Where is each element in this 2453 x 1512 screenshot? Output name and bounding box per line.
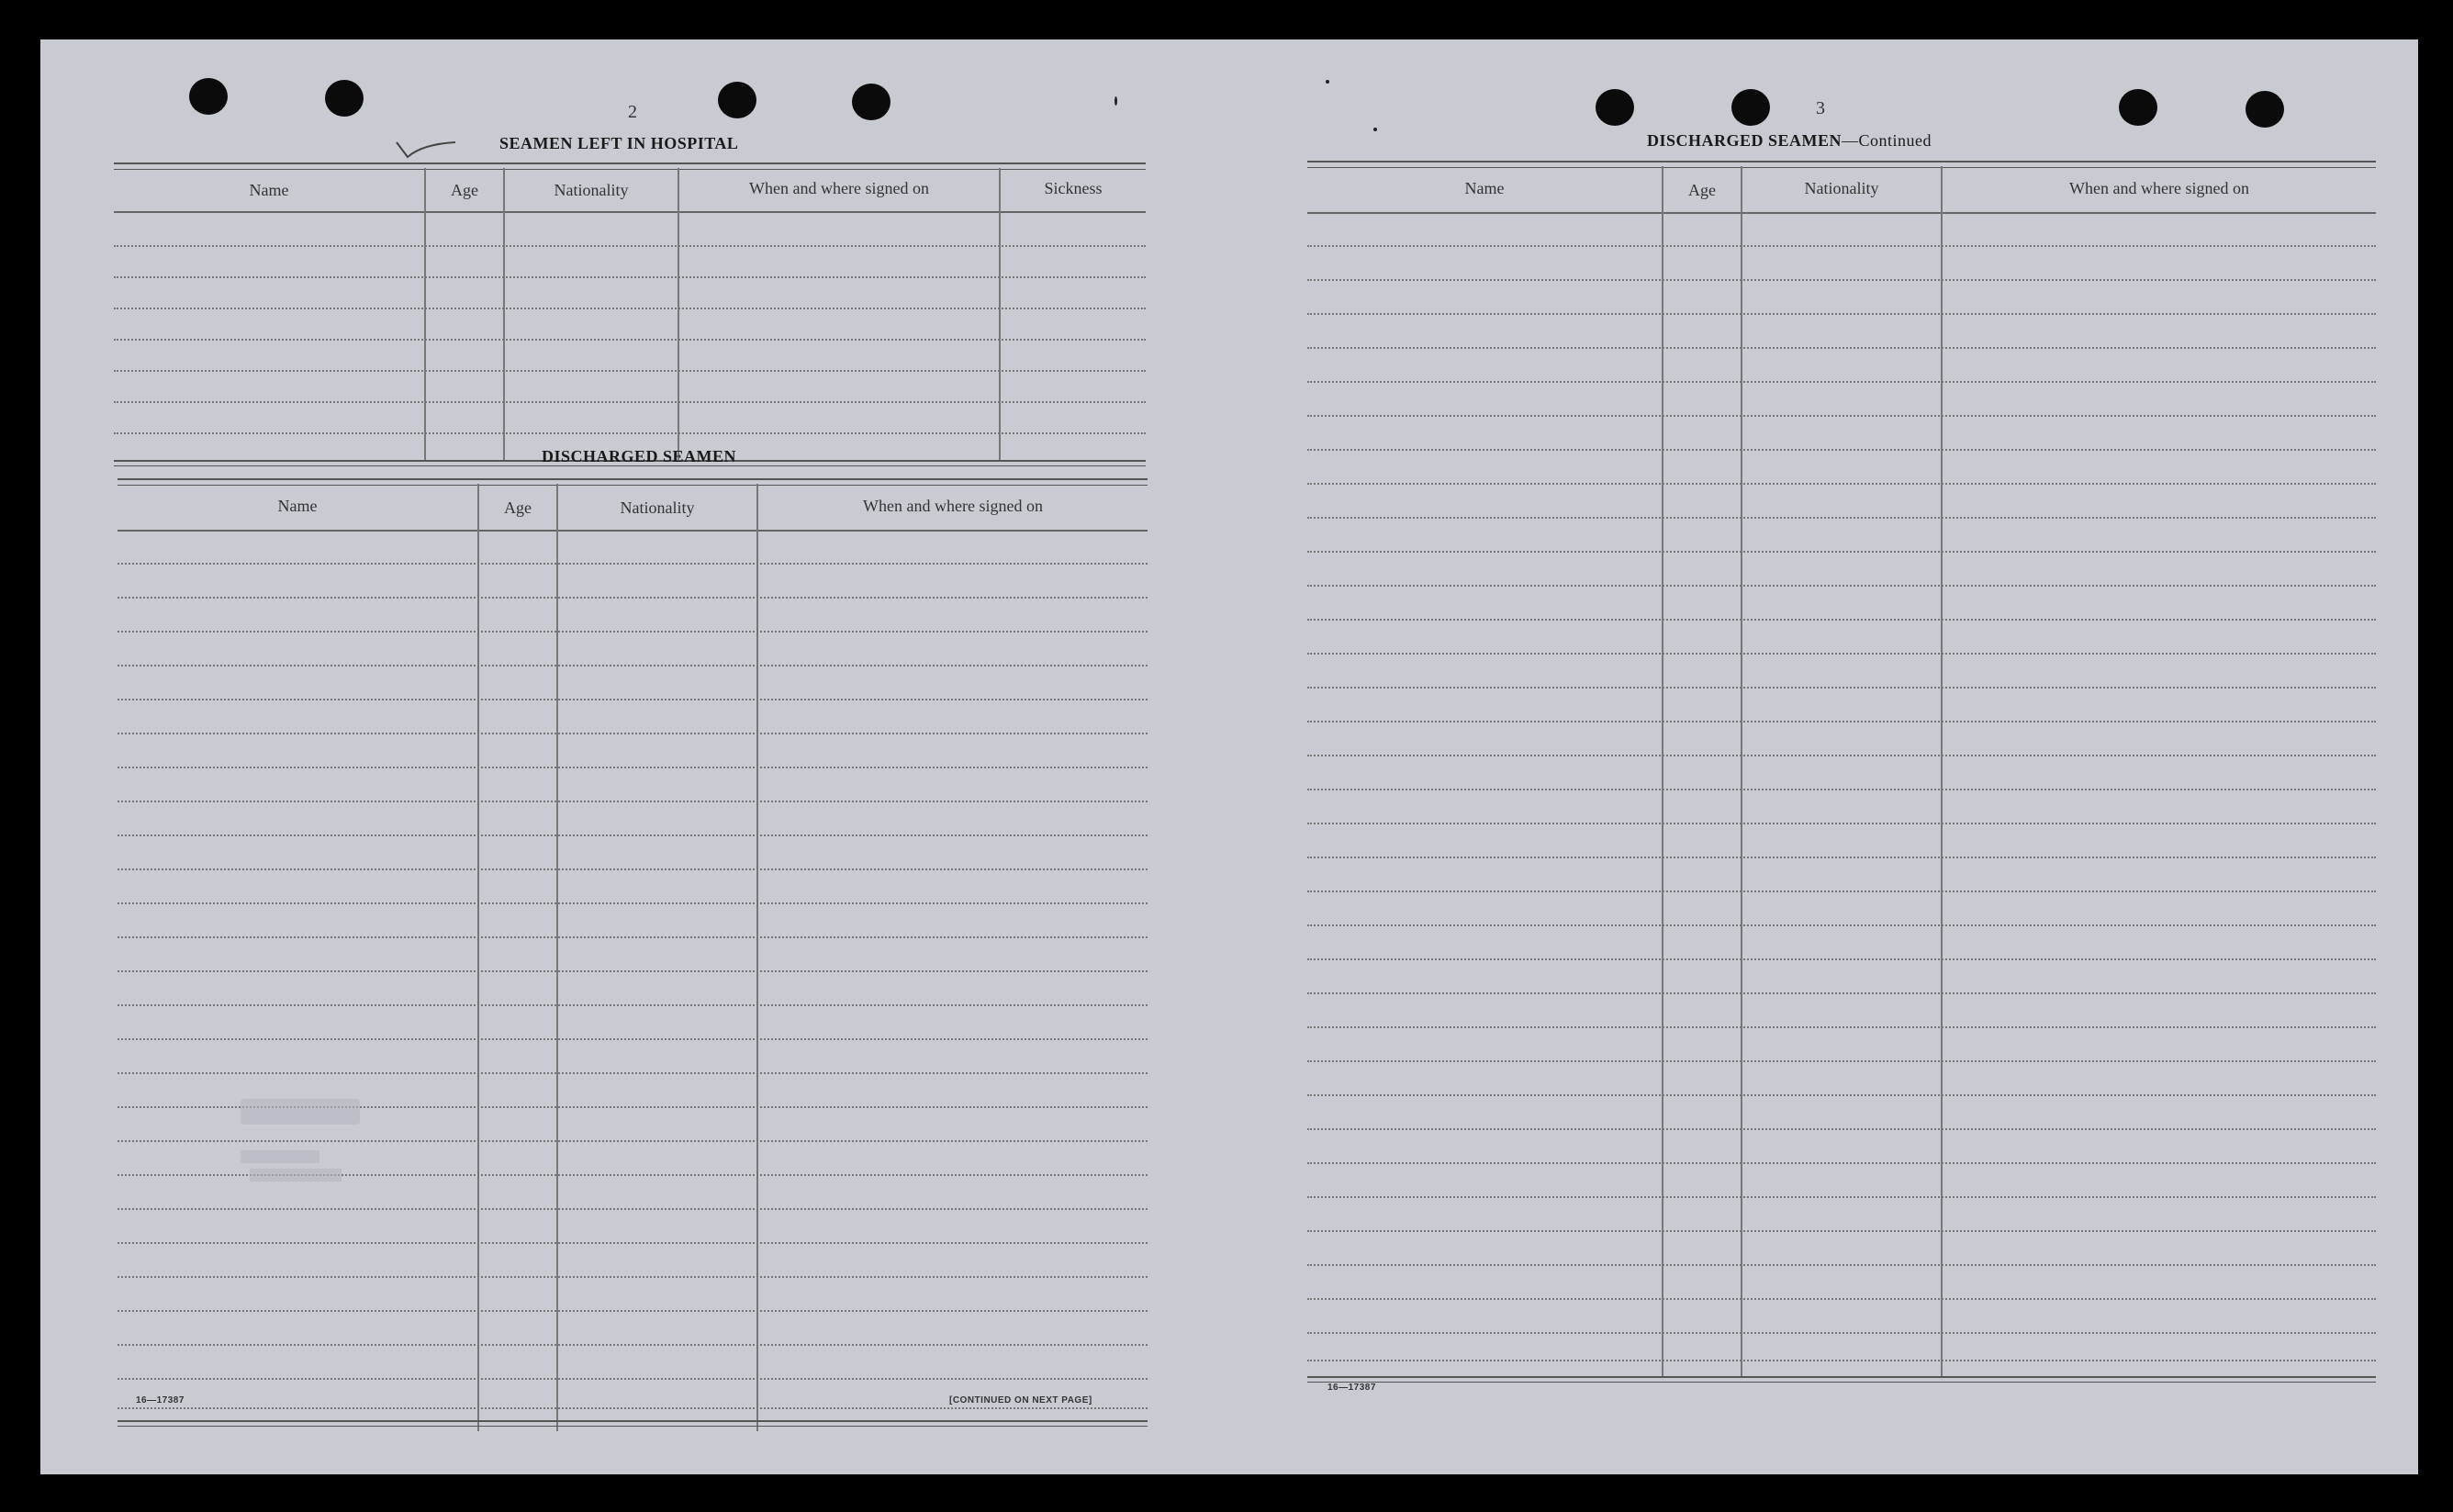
checkmark-icon (395, 137, 459, 164)
table-row (118, 970, 1148, 972)
table-row (118, 1310, 1148, 1312)
table-row (1307, 958, 2376, 960)
table-row (1307, 483, 2376, 485)
table-row (1307, 1026, 2376, 1028)
faint-stamp (241, 1099, 369, 1191)
table-row (1307, 585, 2376, 587)
table-row (118, 1407, 1148, 1409)
table-row (1307, 857, 2376, 858)
table-row (118, 563, 1148, 565)
table-row (1307, 313, 2376, 315)
table-row (1307, 687, 2376, 689)
col-header-age: Age (504, 498, 532, 517)
table-row (118, 801, 1148, 802)
col-header-age: Age (451, 181, 478, 199)
discharged-section-title: DISCHARGED SEAMEN (542, 447, 737, 465)
punch-hole (1731, 89, 1770, 126)
table-row (1307, 245, 2376, 247)
table-row (118, 936, 1148, 938)
table-row (114, 276, 1146, 278)
document-sheet (40, 39, 2418, 1474)
table-row (1307, 347, 2376, 349)
col-header-nationality: Nationality (554, 181, 629, 199)
table-row (118, 1072, 1148, 1074)
col-header-signed-on: When and where signed on (2069, 179, 2249, 197)
col-header-age: Age (1688, 181, 1716, 199)
table-row (1307, 449, 2376, 451)
discharged-title-text: DISCHARGED SEAMEN (1647, 131, 1843, 150)
table-row (1307, 1230, 2376, 1232)
table-row (118, 1378, 1148, 1380)
table-row (1307, 381, 2376, 383)
hospital-table (114, 162, 1146, 467)
table-row (1307, 924, 2376, 926)
speck (1373, 128, 1377, 131)
col-header-name: Name (249, 181, 289, 199)
table-row (1307, 279, 2376, 281)
continued-suffix: —Continued (1842, 131, 1932, 150)
punch-hole (2119, 89, 2157, 126)
table-row (114, 370, 1146, 372)
table-row (118, 597, 1148, 599)
table-row (1307, 1360, 2376, 1361)
col-header-signed-on: When and where signed on (863, 497, 1043, 515)
table-row (1307, 1060, 2376, 1062)
page-number-right: 3 (1816, 98, 1825, 118)
table-row (1307, 1094, 2376, 1096)
table-row (114, 308, 1146, 309)
table-row (118, 665, 1148, 666)
table-row (1307, 551, 2376, 553)
table-row (118, 868, 1148, 870)
table-row (118, 1242, 1148, 1244)
table-row (114, 401, 1146, 403)
table-row (1307, 517, 2376, 519)
discharged-table-right (1307, 161, 2376, 1428)
table-row (1307, 890, 2376, 892)
table-row (118, 1004, 1148, 1006)
table-row (118, 902, 1148, 904)
form-number-right: 16—17387 (1327, 1383, 1376, 1393)
speck (1114, 96, 1117, 106)
table-row (1307, 1196, 2376, 1198)
col-header-nationality: Nationality (1804, 179, 1879, 197)
table-row (118, 733, 1148, 734)
speck (1326, 80, 1329, 84)
table-row (118, 699, 1148, 700)
table-row (1307, 1162, 2376, 1164)
table-row (1307, 823, 2376, 824)
table-row (118, 767, 1148, 768)
table-row (1307, 1298, 2376, 1300)
table-row (114, 245, 1146, 247)
col-header-name: Name (277, 497, 318, 515)
punch-hole (1596, 89, 1634, 126)
table-row (118, 631, 1148, 633)
col-header-sickness: Sickness (1044, 179, 1103, 197)
col-header-name: Name (1464, 179, 1505, 197)
col-header-signed-on: When and where signed on (749, 179, 929, 197)
table-row (114, 432, 1146, 434)
form-number-left: 16—17387 (136, 1395, 185, 1406)
table-row (1307, 789, 2376, 790)
table-row (1307, 653, 2376, 655)
table-row (114, 339, 1146, 341)
table-row (1307, 1264, 2376, 1266)
table-row (118, 834, 1148, 836)
discharged-table-left (118, 478, 1148, 1439)
table-row (1307, 415, 2376, 417)
table-row (1307, 992, 2376, 994)
table-row (1307, 1332, 2376, 1334)
punch-hole (2246, 91, 2284, 128)
punch-hole (718, 82, 756, 118)
col-header-nationality: Nationality (620, 498, 695, 517)
punch-hole (189, 78, 228, 115)
table-row (1307, 619, 2376, 621)
hospital-section-title: SEAMEN LEFT IN HOSPITAL (499, 134, 739, 152)
punch-hole (325, 80, 364, 117)
table-row (118, 1038, 1148, 1040)
discharged-continued-title (1647, 131, 1932, 151)
table-row (1307, 755, 2376, 756)
table-row (1307, 721, 2376, 722)
continued-note: [CONTINUED ON NEXT PAGE] (949, 1395, 1092, 1406)
table-row (1307, 1128, 2376, 1130)
punch-hole (852, 84, 890, 120)
table-row (118, 1276, 1148, 1278)
table-row (118, 1208, 1148, 1210)
page-number-left: 2 (628, 102, 637, 122)
table-row (118, 1344, 1148, 1346)
